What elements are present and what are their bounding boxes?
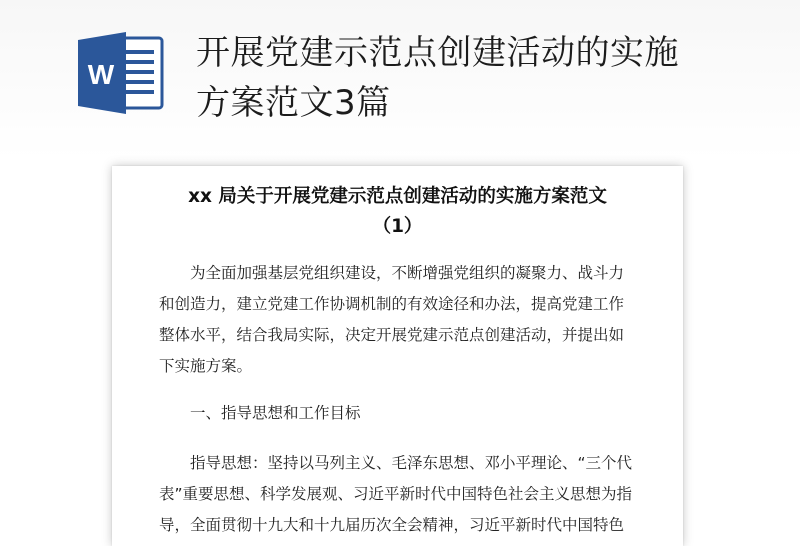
paragraph-line: 导，全面贯彻十九大和十九届历次全会精神，习近平新时代中国特色 <box>159 516 625 534</box>
document-title-line1: xx 局关于开展党建示范点创建活动的实施方案范文 <box>188 186 607 207</box>
section-heading-text: 一、指导思想和工作目标 <box>159 404 361 422</box>
page-title-line2: 方案范文3篇 <box>196 83 391 123</box>
paragraph-line: 整体水平，结合我局实际，决定开展党建示范点创建活动，并提出如 <box>159 326 625 344</box>
section-heading <box>159 398 647 429</box>
paragraph-line: 指导思想：坚持以马列主义、毛泽东思想、邓小平理论、“三个代 <box>159 454 633 472</box>
paragraph-line: 和创造力，建立党建工作协调机制的有效途径和办法，提高党建工作 <box>159 295 625 313</box>
intro-paragraph <box>159 258 647 382</box>
document-page-preview <box>112 166 683 546</box>
paragraph-line: 下实施方案。 <box>159 357 253 375</box>
word-icon-letter: W <box>87 59 115 90</box>
document-title <box>132 182 663 242</box>
paragraph-line: 表”重要思想、科学发展观、习近平新时代中国特色社会主义思想为指 <box>159 485 633 503</box>
page-title <box>196 28 756 128</box>
header-banner <box>0 0 800 160</box>
word-document-icon <box>74 30 166 116</box>
paragraph-line: 为全面加强基层党组织建设，不断增强党组织的凝聚力、战斗力 <box>159 264 625 282</box>
guiding-paragraph <box>159 448 647 541</box>
document-title-line2: （1） <box>372 216 423 237</box>
page-title-line1: 开展党建示范点创建活动的实施 <box>196 33 679 73</box>
